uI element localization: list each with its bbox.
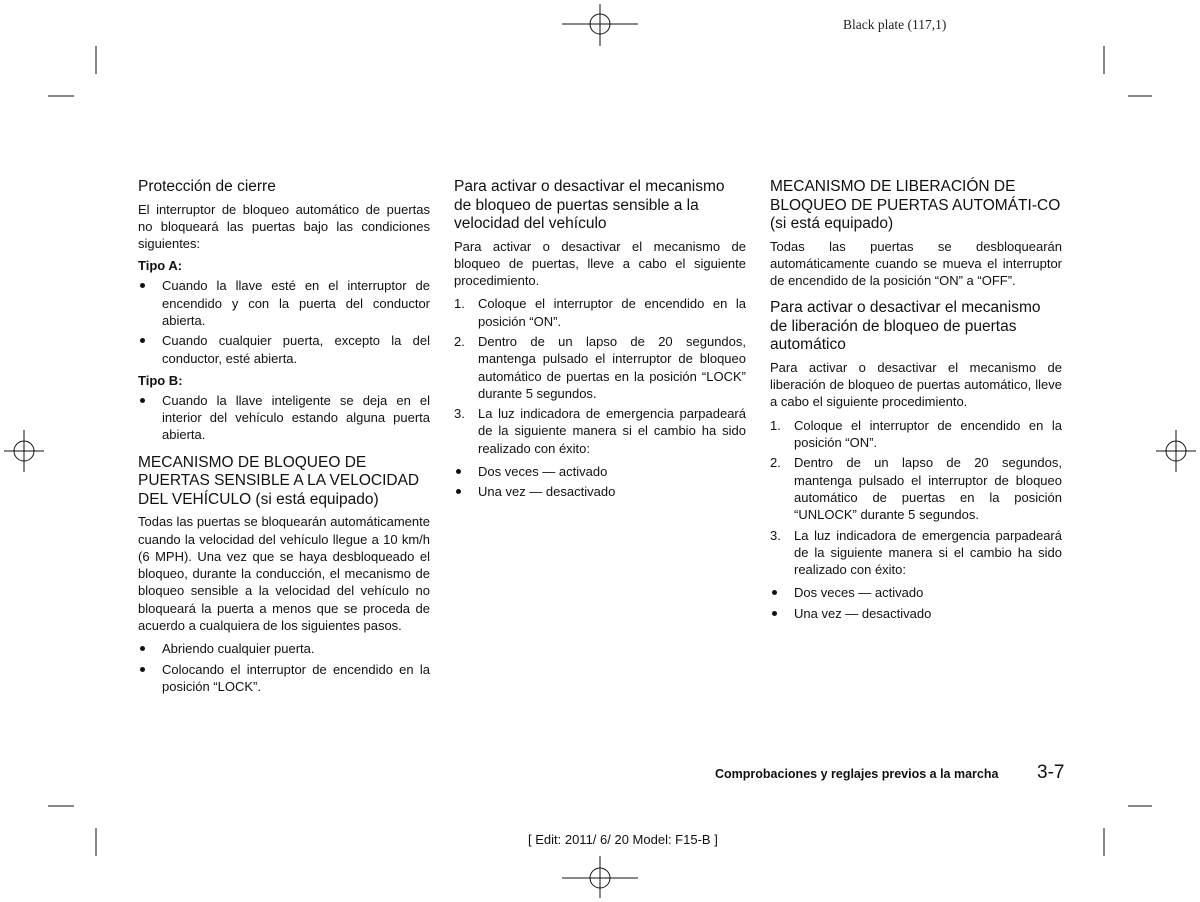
paragraph: Para activar o desactivar el mecanismo de bloqueo de puertas, lleve a cabo el siguiente procedimiento. [454,238,746,289]
section-heading-activar-bloqueo: Para activar o desactivar el mecanismo de bloqueo de puertas sensible a la velocidad del vehículo [454,178,725,232]
bullet-icon [140,398,145,403]
page-number: 3-7 [1037,762,1065,783]
bullet-icon [772,611,777,616]
edit-info: [ Edit: 2011/ 6/ 20 Model: F15-B ] [528,832,718,847]
list-item: Cuando la llave inteligente se deja en el interior del vehículo estando alguna puerta abierta. [138,392,430,444]
list-item: Cuando cualquier puerta, excepto la del conductor, esté abierta. [138,332,430,367]
list-item: 3. La luz indicadora de emergencia parpadeará de la siguiente manera si el cambio ha sido realizado con éxito: [454,406,746,456]
list-item: Una vez — desactivado [770,605,1062,622]
list-item: 2. Dentro de un lapso de 20 segundos, mantenga pulsado el interruptor de bloqueo automático de puertas en la posición “LOCK” durante 5 segundos. [454,333,746,401]
section-heading-activar-liberacion: Para activar o desactivar el mecanismo de liberación de bloqueo de puertas automático [770,299,1041,354]
bullet-icon [456,469,461,474]
list-item: Abriendo cualquier puerta. [138,640,430,657]
section-heading-mecanismo-bloqueo: MECANISMO DE BLOQUEO DE PUERTAS SENSIBLE A LA VELOCIDAD DEL VEHÍCULO (si está equipado) [138,453,420,508]
bullet-icon [140,338,145,343]
list-item: Dos veces — activado [770,584,1062,601]
column-3 [770,178,1062,628]
bullet-icon [456,489,461,494]
list-item: 1. Coloque el interruptor de encendido en la posición “ON”. [454,296,746,329]
bullet-icon [140,667,145,672]
bullet-icon [772,590,777,595]
paragraph: Todas las puertas se bloquearán automáticamente cuando la velocidad del vehículo llegue a 10 km/h (6 MPH). Una vez que se haya desbloqueado el bloqueo, durante la conducción, el mecanismo de bloqueo sensible a la velocidad del vehículo no bloqueará la puerta a menos que se proceda de acuerdo a cualquiera de los siguientes pasos. [138,514,430,634]
conditions-list [138,640,430,695]
tipo-b-label: Tipo B: [138,372,183,388]
list-item: Colocando el interruptor de encendido en la posición “LOCK”. [138,661,430,696]
blink-list [454,463,746,501]
list-item: 1. Coloque el interruptor de encendido en la posición “ON”. [770,417,1062,451]
section-heading-proteccion: Protección de cierre [138,178,276,195]
paragraph: El interruptor de bloqueo automático de puertas no bloqueará las puertas bajo las condiciones siguientes: [138,201,430,252]
footer-section-title: Comprobaciones y reglajes previos a la marcha [715,767,999,781]
tipo-a-label: Tipo A: [138,258,183,274]
list-item: Una vez — desactivado [454,483,746,500]
tipo-b-list [138,392,430,444]
steps-list [770,417,1062,579]
tipo-a-list [138,277,430,366]
section-heading-mecanismo-liberacion: MECANISMO DE LIBERACIÓN DE BLOQUEO DE PUERTAS AUTOMÁTI-CO (si está equipado) [770,178,1061,232]
plate-label: Black plate (117,1) [843,17,947,32]
paragraph: Para activar o desactivar el mecanismo de liberación de bloqueo de puertas automático, lleve a cabo el siguiente procedimiento. [770,359,1062,410]
bullet-icon [140,283,145,288]
steps-list [454,295,746,457]
list-item: Dos veces — activado [454,463,746,480]
column-1 [138,178,430,701]
column-2 [454,178,746,507]
bullet-icon [140,646,145,651]
list-item: Cuando la llave esté en el interruptor de encendido y con la puerta del conductor abierta. [138,277,430,329]
list-item: 3. La luz indicadora de emergencia parpadeará de la siguiente manera si el cambio ha sido realizado con éxito: [770,527,1062,578]
paragraph: Todas las puertas se desbloquearán automáticamente cuando se mueva el interruptor de encendido de la posición “ON” a “OFF”. [770,238,1062,289]
blink-list [770,584,1062,622]
list-item: 2. Dentro de un lapso de 20 segundos, mantenga pulsado el interruptor de bloqueo automático de puertas en la posición “UNLOCK” durante 5 segundos. [770,455,1062,523]
